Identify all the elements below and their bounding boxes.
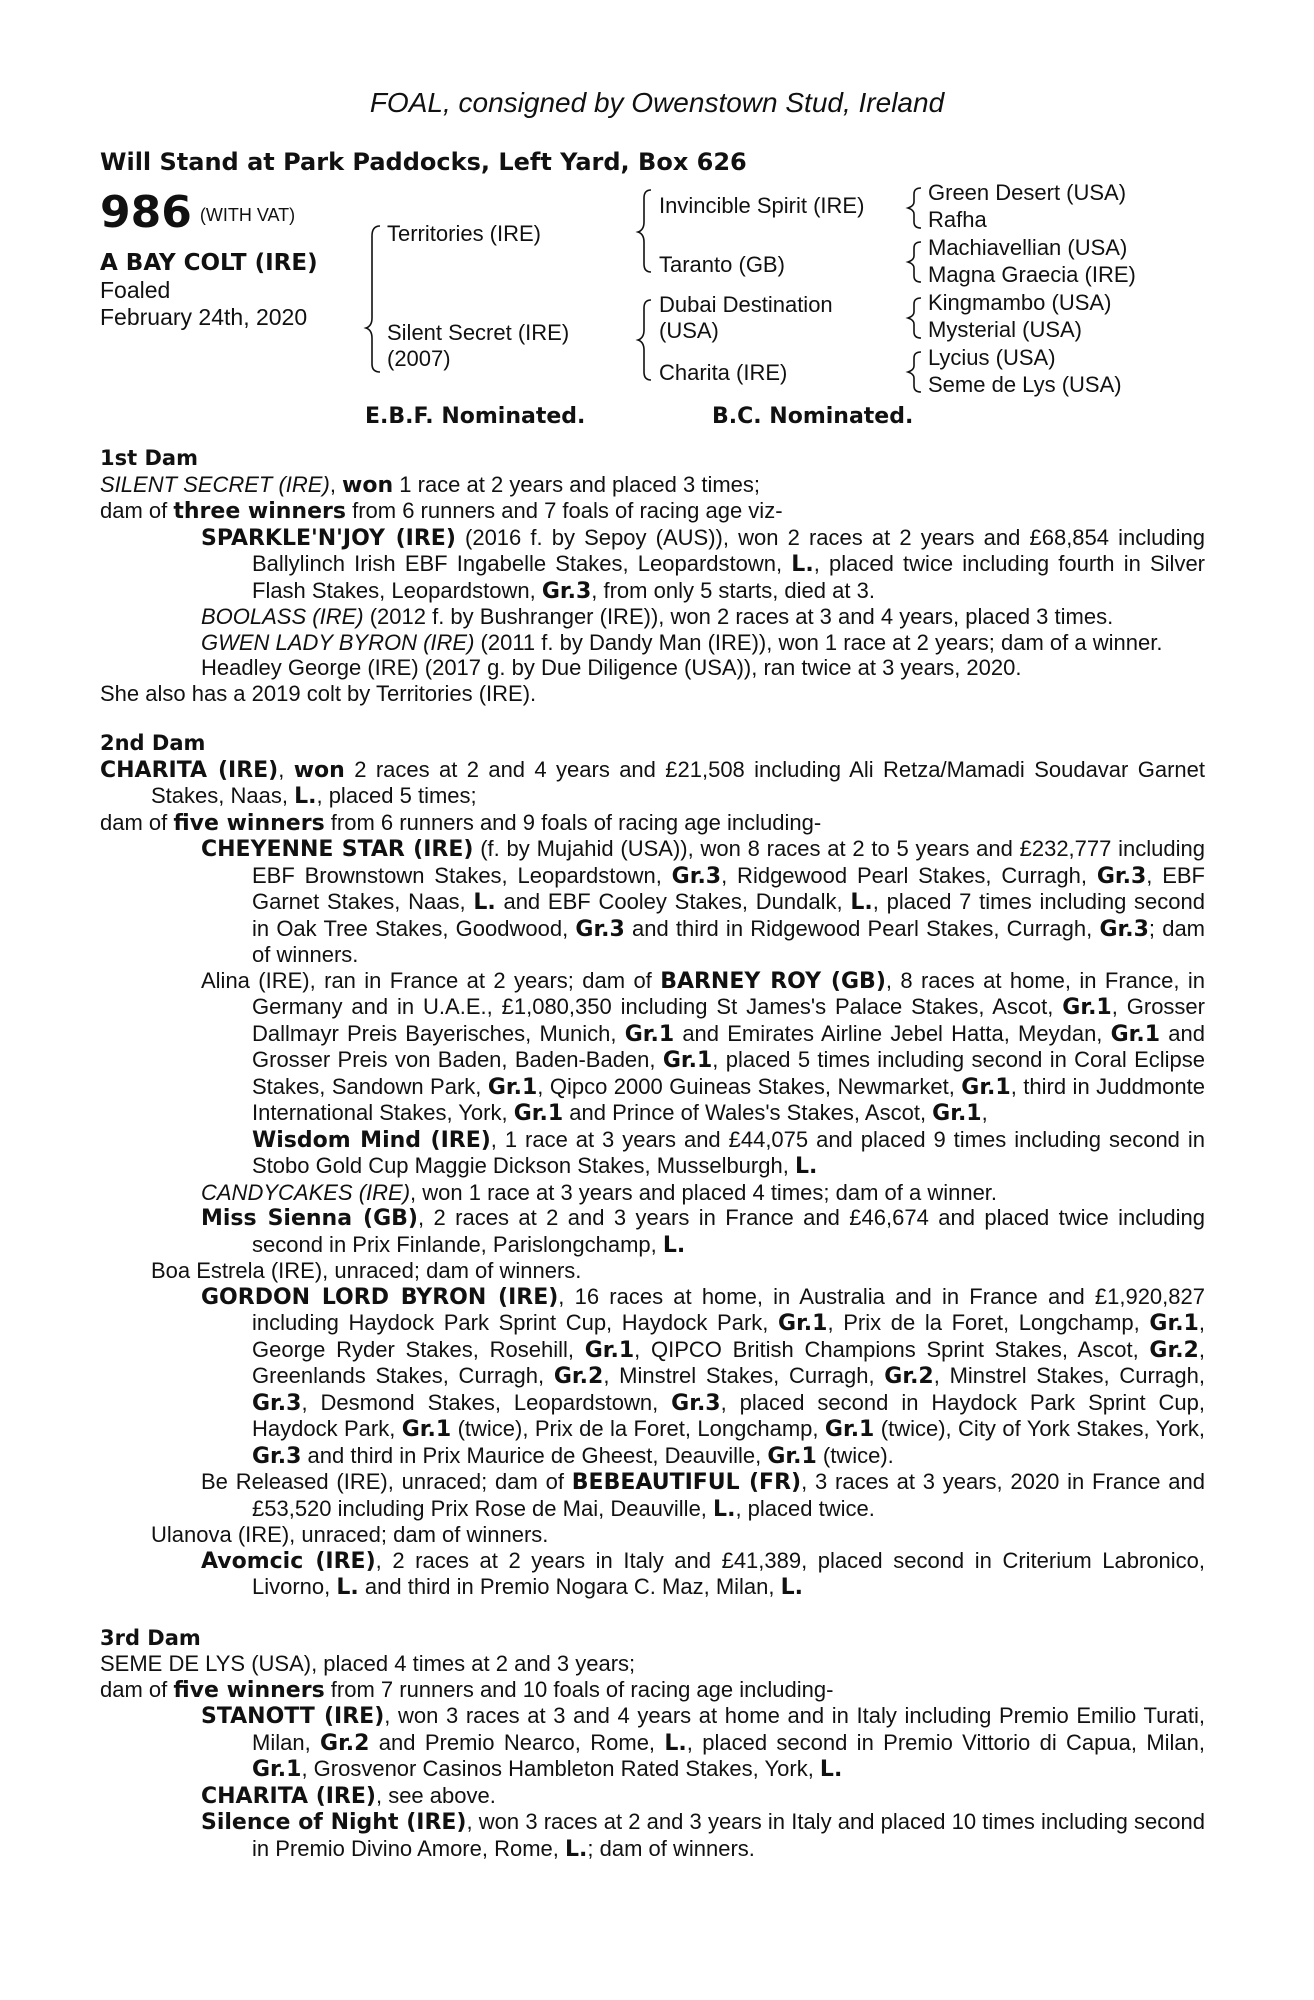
lot-number: 986 [100,187,192,238]
pedigree-sire: Territories (IRE) [387,221,542,246]
group-label: Gr.1 [584,1337,635,1363]
winners-count: three winners [173,499,346,524]
text: and third in Premio Nogara C. Maz, Milan, [358,1574,781,1599]
produce-name: GWEN LADY BYRON (IRE) [201,629,475,655]
listed-label: L. [565,1836,588,1862]
group-label: Gr.3 [252,1443,302,1469]
text: , Grosser Dallmayr Preis Bayerisches, Munich, [252,994,1205,1046]
first-dam-produce-summary [100,498,1205,525]
text: , Ridgewood Pearl Stakes, Curragh, [721,862,1097,888]
text: , see above. [375,1782,496,1808]
text: and Emirates Airline Jebel Hatta, Meydan, [674,1020,1111,1046]
text: , placed twice including fourth in Silver Flash Stakes, Leopardstown, [252,551,1206,603]
text: , won 3 races at 3 and 4 years at home and in Italy including Premio Emilio Turati, Milan, [252,1703,1205,1755]
text: and EBF Cooley Stakes, Dundalk, [495,889,851,914]
text: from 7 runners and 10 foals of racing age including- [324,1676,834,1702]
pedigree-gen3-3: Machiavellian (USA) [928,235,1128,260]
text: ; dam of winners. [252,915,1205,967]
foaled-date: February 24th, 2020 [100,304,308,330]
pedigree-sire-dam: Taranto (GB) [659,252,785,277]
text: dam of [100,498,174,523]
group-label: Gr.2 [1149,1337,1199,1363]
listed-label: L. [336,1575,359,1600]
produce-name: CHARITA (IRE) [201,1783,376,1809]
produce-entry [100,1703,1205,1783]
group-label: Gr.1 [662,1048,713,1073]
text: and Grosser Preis von Baden, Baden-Baden, [252,1020,1205,1072]
text: , won 3 races at 2 and 3 years in Italy and placed 10 times including second in Premio Divino Amore, Rome, [252,1809,1205,1861]
text: , placed second in Haydock Park Sprint Cup, Haydock Park, [252,1389,1205,1441]
produce-entry [100,968,1205,1180]
pedigree-dam-name: Silent Secret (IRE) [387,320,570,345]
text: , 8 races at home, in France, in Germany and in U.A.E., £1,080,350 including St James's Palace Stakes, Ascot, [252,967,1205,1019]
group-label: Gr.1 [1110,1021,1161,1047]
won-label: won [293,757,345,783]
text: , Minstrel Stakes, Curragh, [603,1363,885,1388]
produce-entry: Ulanova (IRE), unraced; dam of winners. [151,1522,549,1547]
group-label: Gr.1 [513,1101,564,1126]
group-label: Gr.1 [401,1417,452,1442]
pedigree-gen3-8: Seme de Lys (USA) [928,372,1122,397]
winners-count: five winners [173,810,325,836]
text: dam of [100,1676,174,1702]
text: and third in Prix Maurice de Gheest, Deauville, [301,1442,768,1468]
pedigree-sire-sire: Invincible Spirit (IRE) [659,193,865,218]
text: and Prince of Wales's Stakes, Ascot, [563,1100,933,1125]
text: from 6 runners and 7 foals of racing age viz- [345,498,783,523]
text: (twice), Prix de la Foret, Longchamp, [451,1416,825,1441]
third-dam-heading: 3rd Dam [100,1625,201,1650]
group-label: Gr.1 [778,1311,828,1336]
listed-label: L. [794,1154,818,1179]
listed-label: L. [791,552,814,577]
pedigree-gen3-2: Rafha [928,207,987,232]
produce-name: BEBEAUTIFUL (FR) [571,1470,802,1495]
pedigree-gen3-7: Lycius (USA) [928,345,1056,370]
produce-entry [100,1284,1205,1470]
pedigree-dam-year: (2007) [387,346,451,371]
first-dam-name: SILENT SECRET (IRE) [100,471,330,497]
produce-name: Silence of Night (IRE) [201,1810,467,1835]
pedigree-dam-sire-line1: Dubai Destination [659,292,833,317]
produce-entry [100,836,1205,968]
second-dam-produce-summary [100,810,1205,837]
bc-nomination: B.C. Nominated. [712,404,914,429]
second-dam-summary [100,757,1205,810]
winners-count: five winners [173,1677,325,1703]
group-label: Gr.1 [1149,1311,1199,1336]
foaled-label: Foaled [100,277,171,303]
text: dam of [100,809,174,835]
stabling-line: Will Stand at Park Paddocks, Left Yard, Box 626 [100,148,747,176]
second-dam-heading: 2nd Dam [100,731,206,755]
text: (2012 f. by Bushranger (IRE)), won 2 races at 3 and 4 years, placed 3 times. [363,604,1114,629]
group-label: Gr.1 [487,1074,538,1100]
text: from 6 runners and 9 foals of racing age including- [324,809,822,835]
text: (2016 f. by Sepoy (AUS)), won 2 races at 2 years and £68,854 including Ballylinch Irish EBF Ingabelle Stakes, Leopardstown, [252,524,1205,576]
text: Be Released (IRE), unraced; dam of [201,1469,572,1494]
text: (twice), City of York Stakes, York, [874,1416,1206,1441]
text: , third in Juddmonte International Stakes, York, [252,1073,1205,1125]
text: , placed 5 times; [316,783,477,808]
ebf-nomination: E.B.F. Nominated. [365,404,586,429]
text: , 3 races at 3 years, 2020 in France and £53,520 including Prix Rose de Mai, Deauville, [252,1469,1206,1521]
text: , won 1 race at 3 years and placed 4 times; dam of a winner. [410,1179,998,1205]
pedigree-gen3-6: Mysterial (USA) [928,317,1083,342]
text: , Prix de la Foret, Longchamp, [827,1310,1150,1335]
first-dam-heading: 1st Dam [100,446,198,470]
produce-entry [100,1469,1205,1522]
text: , placed twice. [735,1495,875,1521]
pedigree-gen3-5: Kingmambo (USA) [928,290,1112,315]
text: , QIPCO British Champions Sprint Stakes, Ascot, [634,1336,1150,1362]
second-dam-name: CHARITA (IRE) [100,757,279,783]
group-label: Gr.1 [932,1101,982,1126]
won-label: won [342,472,394,498]
produce-name: STANOTT (IRE) [201,1704,385,1729]
produce-entry: Boa Estrela (IRE), unraced; dam of winners. [151,1258,582,1283]
produce-name: Miss Sienna (GB) [201,1206,418,1231]
text: , [329,471,343,497]
produce-entry [100,630,1205,656]
text: , Qipco 2000 Guineas Stakes, Newmarket, [537,1073,962,1099]
produce-entry [100,1180,1205,1206]
text: , Grosvenor Casinos Hambleton Rated Stakes, York, [301,1756,820,1781]
group-label: Gr.1 [1062,995,1112,1020]
text: and Premio Nearco, Rome, [369,1729,665,1755]
produce-entry [100,1548,1205,1601]
listed-label: L. [819,1757,843,1782]
group-label: Gr.3 [575,916,625,942]
text: , placed 7 times including second in Oak Tree Stakes, Goodwood, [252,889,1205,941]
horse-description: A BAY COLT (IRE) [100,250,318,276]
listed-label: L. [713,1496,736,1522]
produce-name: SPARKLE'N'JOY (IRE) [201,525,456,551]
produce-entry [100,1809,1205,1862]
text: and third in Ridgewood Pearl Stakes, Curragh, [624,915,1100,941]
group-label: Gr.1 [961,1074,1011,1100]
produce-entry: Headley George (IRE) (2017 g. by Due Diligence (USA)), ran twice at 3 years, 2020. [201,655,1022,680]
group-label: Gr.3 [1099,916,1149,942]
pedigree-gen3-1: Green Desert (USA) [928,180,1127,205]
group-label: Gr.3 [671,863,722,889]
produce-entry [100,525,1205,605]
group-label: Gr.3 [671,1390,721,1416]
text: , 1 race at 3 years and £44,075 and placed 9 times including second in Stobo Gold Cup Maggie Dickson Stakes, Musselburgh, [252,1126,1205,1178]
produce-name: CANDYCAKES (IRE) [201,1179,411,1205]
text: , George Ryder Stakes, Rosehill, [252,1310,1205,1362]
listed-label: L. [473,890,496,915]
text: , placed second in Premio Vittorio di Capua, Milan, [686,1729,1206,1755]
text: (twice). [816,1442,894,1468]
text: , Minstrel Stakes, Curragh, [933,1363,1205,1388]
group-label: Gr.2 [320,1730,370,1756]
pedigree-dam-dam: Charita (IRE) [659,360,788,385]
text: , placed 5 times including second in Coral Eclipse Stakes, Sandown Park, [252,1047,1205,1099]
produce-name: GORDON LORD BYRON (IRE) [201,1284,559,1310]
produce-name: BOOLASS (IRE) [201,604,364,629]
group-label: Gr.3 [252,1390,302,1416]
produce-entry [100,1783,1205,1810]
text: , [278,756,294,782]
produce-record [100,446,1205,1862]
consignor-line: FOAL, consigned by Owenstown Stud, Ireland [369,87,945,118]
produce-name: Avomcic (IRE) [201,1548,376,1574]
text: ; dam of winners. [587,1835,755,1861]
text: 2 races at 2 and 4 years and £21,508 including Ali Retza/Mamadi Soudavar Garnet Stakes, Naas, [151,756,1206,808]
text: , 2 races at 2 years in Italy and £41,389, placed second in Criterium Labronico, Livorno, [252,1547,1205,1599]
group-label: Gr.1 [624,1021,675,1047]
pedigree-dam-sire-line2: (USA) [659,318,719,343]
text: (2011 f. by Dandy Man (IRE)), won 1 race at 2 years; dam of a winner. [474,629,1163,655]
produce-name: Wisdom Mind (IRE) [252,1127,491,1153]
listed-label: L. [662,1232,686,1258]
group-label: Gr.2 [884,1364,934,1389]
text: , EBF Garnet Stakes, Naas, [252,862,1205,914]
text: , Greenlands Stakes, Curragh, [252,1336,1205,1388]
pedigree-gen3-4: Magna Graecia (IRE) [928,262,1136,287]
produce-entry [100,1205,1205,1258]
pedigree-braces [0,0,1314,420]
group-label: Gr.2 [553,1364,604,1389]
listed-label: L. [294,784,317,809]
text: (f. by Mujahid (USA)), won 8 races at 2 to 5 years and £232,777 including EBF Brownstown Stakes, Leopardstown, [252,836,1206,888]
listed-label: L. [850,890,873,915]
group-label: Gr.1 [824,1417,875,1442]
produce-name: BARNEY ROY (GB) [660,968,886,994]
text: 1 race at 2 years and placed 3 times; [393,471,761,497]
first-dam-summary [100,472,1205,499]
listed-label: L. [664,1730,687,1756]
third-dam-produce-summary [100,1677,1205,1704]
first-dam-note: She also has a 2019 colt by Territories (IRE). [100,680,537,706]
third-dam-summary: SEME DE LYS (USA), placed 4 times at 2 and 3 years; [100,1651,636,1676]
text: , 16 races at home, in Australia and in France and £1,920,827 including Haydock Park Sprint Cup, Haydock Park, [252,1283,1205,1335]
group-label: Gr.3 [1096,863,1147,889]
text: , [981,1100,988,1125]
group-label: Gr.1 [767,1443,817,1469]
produce-name: CHEYENNE STAR (IRE) [201,837,474,862]
text: , 2 races at 2 and 3 years in France and £46,674 and placed twice including second in Prix Finlande, Parislongchamp, [252,1205,1205,1257]
vat-note: (WITH VAT) [199,205,296,225]
group-label: Gr.3 [541,578,592,604]
group-label: Gr.1 [252,1757,302,1782]
text: Alina (IRE), ran in France at 2 years; dam of [201,967,661,993]
produce-entry [100,604,1205,630]
text: , Desmond Stakes, Leopardstown, [301,1389,672,1415]
listed-label: L. [780,1575,804,1600]
text: , from only 5 starts, died at 3. [591,577,875,603]
